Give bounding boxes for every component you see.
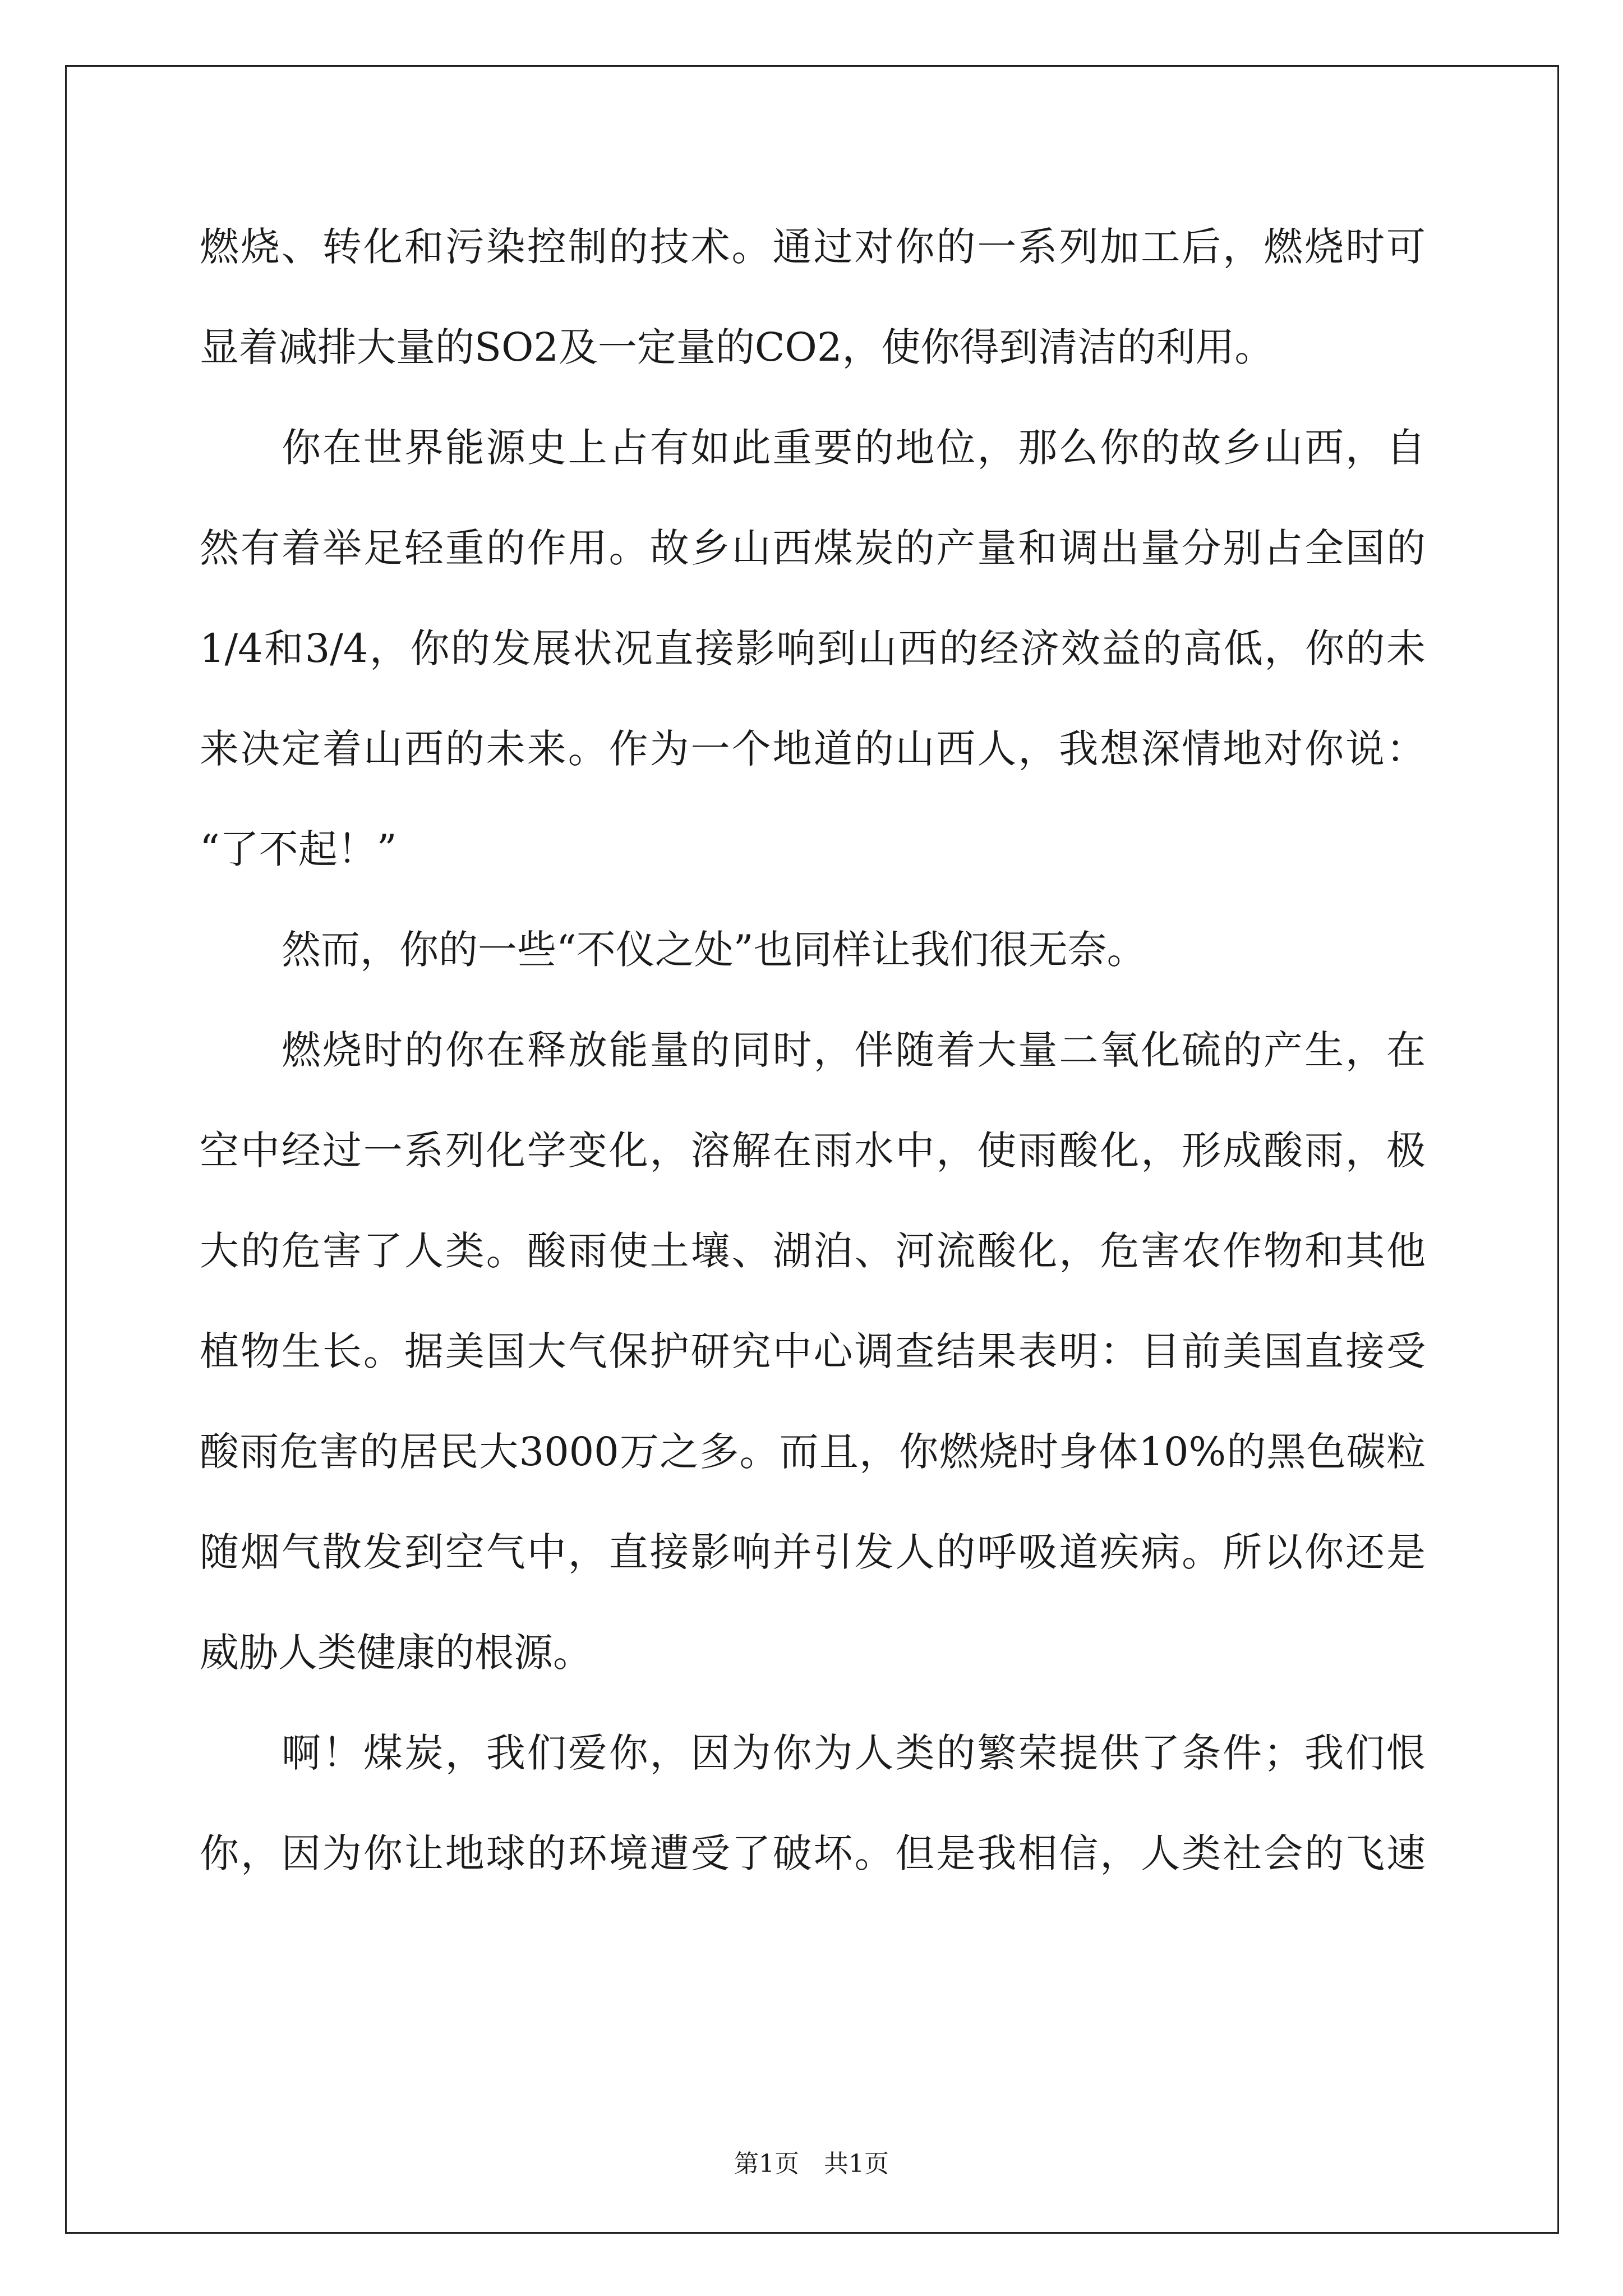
text-line: 空中经过一系列化学变化，溶解在雨水中，使雨酸化，形成酸雨，极 <box>200 1128 1426 1174</box>
text-line: 威胁人类健康的根源。 <box>200 1630 592 1676</box>
document-body <box>200 212 1426 1919</box>
text-line: 然而，你的一些“不仪之处”也同样让我们很无奈。 <box>282 927 1146 973</box>
text-line: 随烟气散发到空气中，直接影响并引发人的呼吸道疾病。所以你还是 <box>200 1529 1426 1575</box>
text-line: “了不起！” <box>200 826 397 872</box>
page-number-footer: 第1页 共1页 <box>734 2150 889 2178</box>
text-line: 你在世界能源史上占有如此重要的地位，那么你的故乡山西，自 <box>282 425 1426 471</box>
text-line: 来决定着山西的未来。作为一个地道的山西人，我想深情地对你说： <box>200 726 1426 772</box>
text-line: 1/4和3/4，你的发展状况直接影响到山西的经济效益的高低，你的未 <box>200 625 1426 671</box>
text-line: 酸雨危害的居民大3000万之多。而且，你燃烧时身体10%的黑色碳粒 <box>200 1429 1426 1475</box>
text-line: 植物生长。据美国大气保护研究中心调查结果表明：目前美国直接受 <box>200 1328 1426 1374</box>
text-line: 燃烧时的你在释放能量的同时，伴随着大量二氧化硫的产生，在 <box>282 1027 1426 1073</box>
text-line: 燃烧、转化和污染控制的技术。通过对你的一系列加工后，燃烧时可 <box>200 224 1426 270</box>
text-line: 然有着举足轻重的作用。故乡山西煤炭的产量和调出量分别占全国的 <box>200 525 1426 571</box>
text-line: 显着减排大量的SO2及一定量的CO2，使你得到清洁的利用。 <box>200 324 1274 370</box>
text-line: 你，因为你让地球的环境遭受了破坏。但是我相信，人类社会的飞速 <box>200 1830 1426 1876</box>
text-line: 大的危害了人类。酸雨使土壤、湖泊、河流酸化，危害农作物和其他 <box>200 1228 1426 1274</box>
text-line: 啊！煤炭，我们爱你，因为你为人类的繁荣提供了条件；我们恨 <box>282 1730 1426 1776</box>
